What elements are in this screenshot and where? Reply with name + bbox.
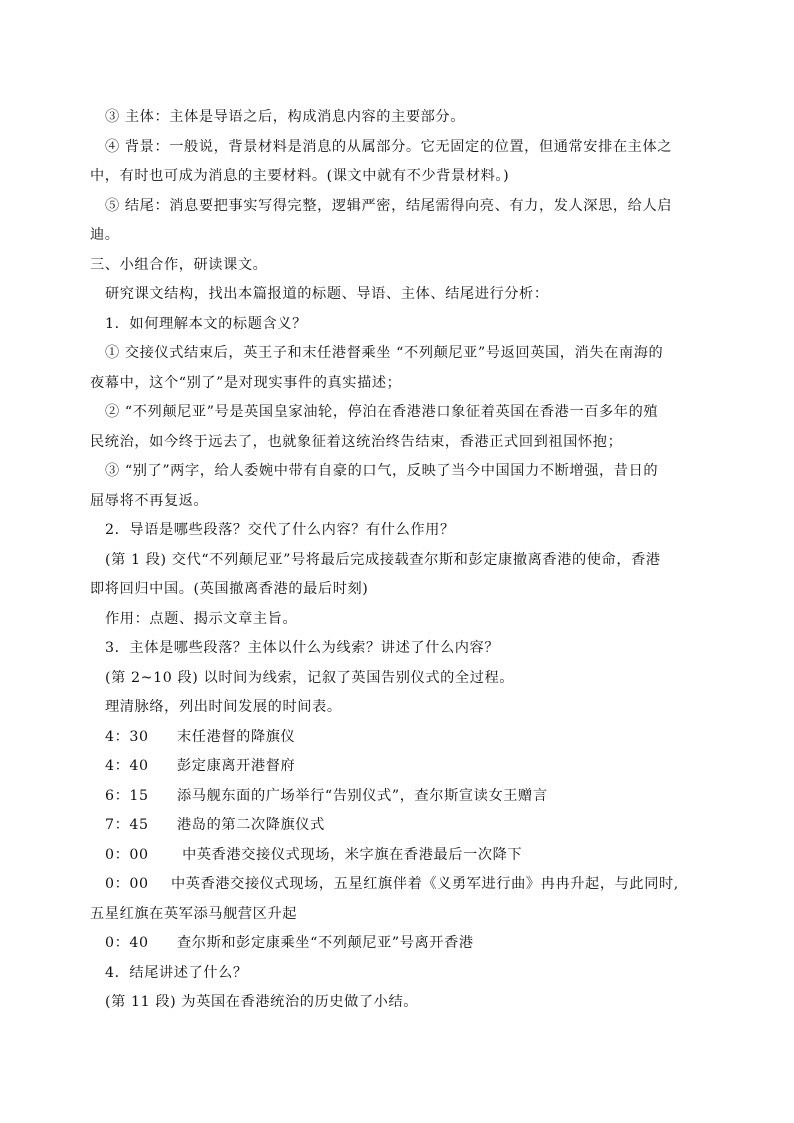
timeline-event: 中英香港交接仪式现场，米字旗在香港最后一次降下 <box>177 847 523 863</box>
text-line: ⑤ 结尾：消息要把事实写得完整，逻辑严密，结尾需得向亮、有力，发人深思，给人启 <box>105 198 673 214</box>
text-line: 作用：点题、揭示文章主旨。 <box>105 611 298 627</box>
timeline-row <box>105 786 745 806</box>
question-heading: 3．主体是哪些段落？主体以什么为线索？讲述了什么内容？ <box>105 640 500 656</box>
text-line: ② “不列颠尼亚”号是英国皇家油轮，停泊在香港港口象征着英国在香港一百多年的殖 <box>105 404 659 420</box>
timeline-event: 末任港督的降旗仪 <box>177 729 296 745</box>
text-line: ③ “别了”两字，给人委婉中带有自豪的口气，反映了当今中国国力不断增强，昔日的 <box>105 463 659 479</box>
question-heading: 1．如何理解本文的标题含义？ <box>105 316 307 332</box>
timeline-time: 6：15 <box>105 788 149 804</box>
text-line: 民统治，如今终于远去了，也就象征着这统治终告结束，香港正式回到祖国怀抱； <box>90 434 623 450</box>
text-line: 理清脉络，列出时间发展的时间表。 <box>105 699 342 715</box>
timeline-time: 0：00 <box>105 847 149 863</box>
text-line: 迪。 <box>90 227 120 243</box>
timeline-time: 4：40 <box>105 758 149 774</box>
text-line: ③ 主体：主体是导语之后，构成消息内容的主要部分。 <box>105 109 466 125</box>
text-line: 夜幕中，这个“别了”是对现实事件的真实描述； <box>90 375 402 391</box>
text-line: 研究课文结构，找出本篇报道的标题、导语、主体、结尾进行分析： <box>105 286 549 302</box>
timeline-row <box>90 904 730 924</box>
text-line: (第 2~10 段) 以时间为线索，记叙了英国告别仪式的全过程。 <box>105 670 515 686</box>
timeline-row <box>105 845 745 865</box>
timeline-row <box>105 874 745 894</box>
timeline-time: 0：00 <box>105 876 149 892</box>
timeline-event: 添马舰东面的广场举行“告别仪式”，查尔斯宣读女王赠言 <box>177 788 548 804</box>
timeline-row <box>105 933 745 953</box>
text-line: ④ 背景：一般说，背景材料是消息的从属部分。它无固定的位置，但通常安排在主体之 <box>105 139 673 155</box>
text-line: 即将回归中国。(英国撤离香港的最后时刻) <box>90 581 369 597</box>
timeline-time: 0：40 <box>105 935 149 951</box>
question-heading: 4．结尾讲述了什么？ <box>105 965 248 981</box>
timeline-event: 港岛的第二次降旗仪式 <box>177 817 325 833</box>
text-line: (第 11 段) 为英国在香港统治的历史做了小结。 <box>105 994 419 1010</box>
timeline-time: 4：30 <box>105 729 149 745</box>
timeline-event: 查尔斯和彭定康乘坐“不列颠尼亚”号离开香港 <box>177 935 474 951</box>
text-line: (第 1 段) 交代“不列颠尼亚”号将最后完成接载查尔斯和彭定康撤离香港的使命，香港 <box>105 552 661 568</box>
text-line: ① 交接仪式结束后，英王子和末任港督乘坐 “不列颠尼亚”号返回英国，消失在南海的 <box>105 345 664 361</box>
timeline-row <box>105 815 745 835</box>
question-heading: 2．导语是哪些段落？交代了什么内容？有什么作用？ <box>105 522 455 538</box>
text-line: 中，有时也可成为消息的主要材料。(课文中就有不少背景材料。) <box>90 168 510 184</box>
timeline-row <box>105 756 745 776</box>
text-line: 屈辱将不再复返。 <box>90 493 209 509</box>
timeline-row <box>105 727 745 747</box>
timeline-event: 中英香港交接仪式现场，五星红旗伴着《义勇军进行曲》冉冉升起，与此同时, <box>171 876 679 892</box>
timeline-event: 五星红旗在英军添马舰营区升起 <box>90 906 298 922</box>
timeline-time: 7：45 <box>105 817 149 833</box>
timeline-event: 彭定康离开港督府 <box>177 758 296 774</box>
section-heading: 三、小组合作，研读课文。 <box>90 257 268 273</box>
